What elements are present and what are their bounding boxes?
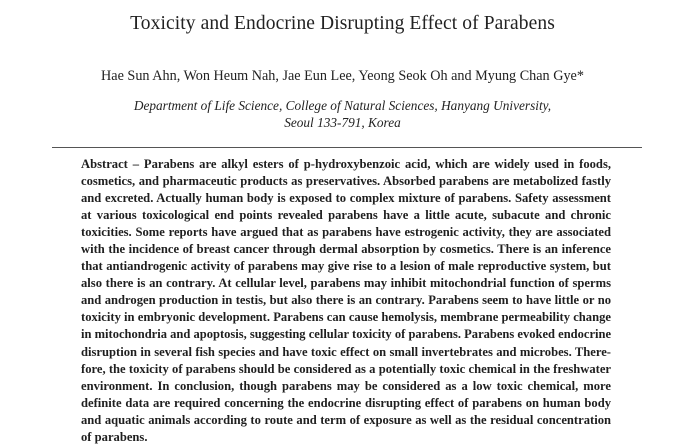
abstract-line: at various toxicological end points revealed parabens have a little acute, subacute and chronic — [81, 208, 611, 223]
abstract-line: toxicities. Some reports have argued that as parabens have estrogenic activity, they are associated — [81, 225, 611, 240]
abstract-line: toxicity in embryonic development. Parabens can cause hemolysis, membrane permeability change — [81, 310, 611, 325]
abstract-line: and androgen production in testis, but also there is an contrary. Parabens seem to have little or no — [81, 293, 611, 308]
abstract-line: Abstract – Parabens are alkyl esters of p-hydroxybenzoic acid, which are widely used in foods, — [81, 157, 611, 171]
abstract-line: definite data are required concerning the endocrine disrupting effect of parabens on human body — [81, 395, 611, 410]
affiliation-line-2: Seoul 133-791, Korea — [284, 115, 401, 130]
abstract-line: disruption in several fish species and have toxic effect on small invertebrates and microbes. There- — [81, 344, 611, 359]
abstract-line: and aquatic animals according to route and term of exposure as well as the residual concentration — [81, 412, 611, 427]
abstract-block — [81, 156, 611, 446]
paper-title: Toxicity and Endocrine Disrupting Effect of Parabens — [130, 13, 555, 34]
affiliation-line-1: Department of Life Science, College of Natural Sciences, Hanyang University, — [133, 98, 552, 113]
affiliation — [0, 97, 685, 131]
abstract-line: in mitochondria and apoptosis, suggesting cellular toxicity of parabens. Parabens evoked endocrine — [81, 327, 611, 342]
abstract-line: environment. In conclusion, though parabens may be considered as a low toxic chemical, more — [81, 378, 611, 393]
abstract-line: also there is an contrary. At cellular level, parabens may inhibit mitochondrial function of sperms — [81, 276, 611, 291]
abstract-line: that antiandrogenic activity of parabens may give rise to a lesion of male reproductive system, but — [81, 259, 611, 274]
abstract-line: and excreted. Actually human body is exposed to complex mixture of parabens. Safety assessment — [81, 191, 611, 206]
abstract-line: fore, the toxicity of parabens should be considered as a potentially toxic chemical in the freshwater — [81, 361, 611, 376]
abstract-line: with the incidence of breast cancer through dermal absorption by cosmetics. There is an inference — [81, 242, 611, 257]
section-divider — [52, 147, 642, 148]
abstract-line: of parabens. — [81, 429, 148, 444]
abstract-line: cosmetics, and pharmaceutic products as preservatives. Absorbed parabens are metabolized fastly — [81, 174, 611, 189]
author-list: Hae Sun Ahn, Won Heum Nah, Jae Eun Lee, Yeong Seok Oh and Myung Chan Gye* — [101, 68, 584, 84]
